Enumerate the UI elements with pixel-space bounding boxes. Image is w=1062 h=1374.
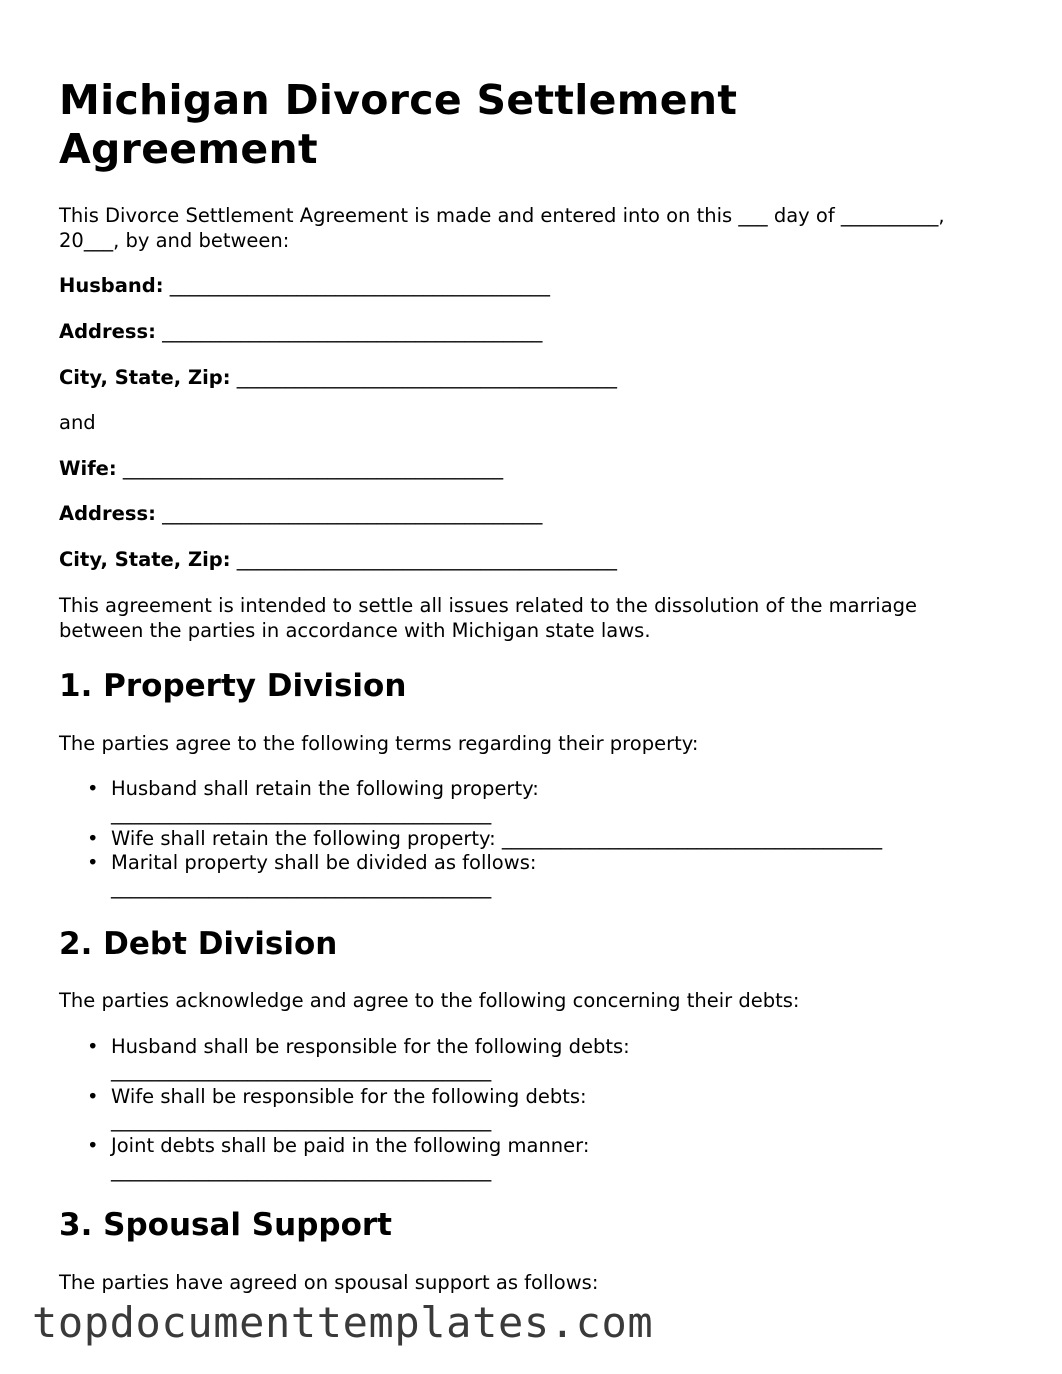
wife-name-field: [59, 456, 503, 481]
joint-debts-blank[interactable]: _______________________________________: [111, 1159, 492, 1182]
wife-address-label: Address:: [59, 502, 156, 525]
section-intro-spousal-support: The parties have agreed on spousal support as follows:: [59, 1271, 599, 1294]
watermark-text: topdocumenttemplates.com: [32, 1298, 654, 1347]
wife-name-label: Wife:: [59, 457, 117, 480]
husband-name-field: [59, 273, 550, 298]
husband-name-blank[interactable]: _______________________________________: [169, 274, 551, 297]
document-title: Michigan Divorce Settlement Agreement: [59, 76, 738, 173]
section-heading-property: 1. Property Division: [59, 668, 407, 704]
husband-address-label: Address:: [59, 320, 156, 343]
section-intro-property: The parties agree to the following terms regarding their property:: [59, 732, 699, 755]
husband-address-field: [59, 319, 542, 344]
marital-property-blank[interactable]: _______________________________________: [111, 876, 492, 899]
husband-city-label: City, State, Zip:: [59, 366, 231, 389]
wife-address-field: [59, 501, 542, 526]
list-item: • Marital property shall be divided as follows:: [111, 850, 536, 875]
wife-debts-blank[interactable]: _______________________________________: [111, 1109, 492, 1132]
wife-name-blank[interactable]: _______________________________________: [122, 457, 504, 480]
wife-city-blank[interactable]: _______________________________________: [236, 548, 618, 571]
list-item: • Wife shall be responsible for the following debts:: [111, 1084, 587, 1109]
wife-city-field: [59, 547, 617, 572]
husband-city-blank[interactable]: _______________________________________: [236, 366, 618, 389]
list-item: • Husband shall retain the following property:: [111, 776, 539, 801]
section-heading-spousal-support: 3. Spousal Support: [59, 1207, 392, 1243]
and-text: and: [59, 411, 96, 434]
list-item: • Husband shall be responsible for the following debts:: [111, 1034, 630, 1059]
purpose-line-2: between the parties in accordance with Michigan state laws.: [59, 619, 651, 642]
section-heading-debt: 2. Debt Division: [59, 926, 338, 962]
list-item[interactable]: • Wife shall retain the following property: _______________________________________: [111, 826, 882, 851]
husband-city-field: [59, 365, 617, 390]
intro-line-1: This Divorce Settlement Agreement is made and entered into on this ___ day of __________,: [59, 204, 945, 227]
wife-address-blank[interactable]: _______________________________________: [162, 502, 543, 525]
husband-address-blank[interactable]: _______________________________________: [162, 320, 543, 343]
husband-property-blank[interactable]: _______________________________________: [111, 802, 492, 825]
section-intro-debt: The parties acknowledge and agree to the following concerning their debts:: [59, 989, 800, 1012]
husband-name-label: Husband:: [59, 274, 164, 297]
husband-debts-blank[interactable]: _______________________________________: [111, 1059, 492, 1082]
wife-city-label: City, State, Zip:: [59, 548, 231, 571]
intro-line-2: 20___, by and between:: [59, 229, 290, 252]
purpose-line-1: This agreement is intended to settle all issues related to the dissolution of the marriage: [59, 594, 918, 617]
list-item: • Joint debts shall be paid in the following manner:: [111, 1133, 589, 1158]
